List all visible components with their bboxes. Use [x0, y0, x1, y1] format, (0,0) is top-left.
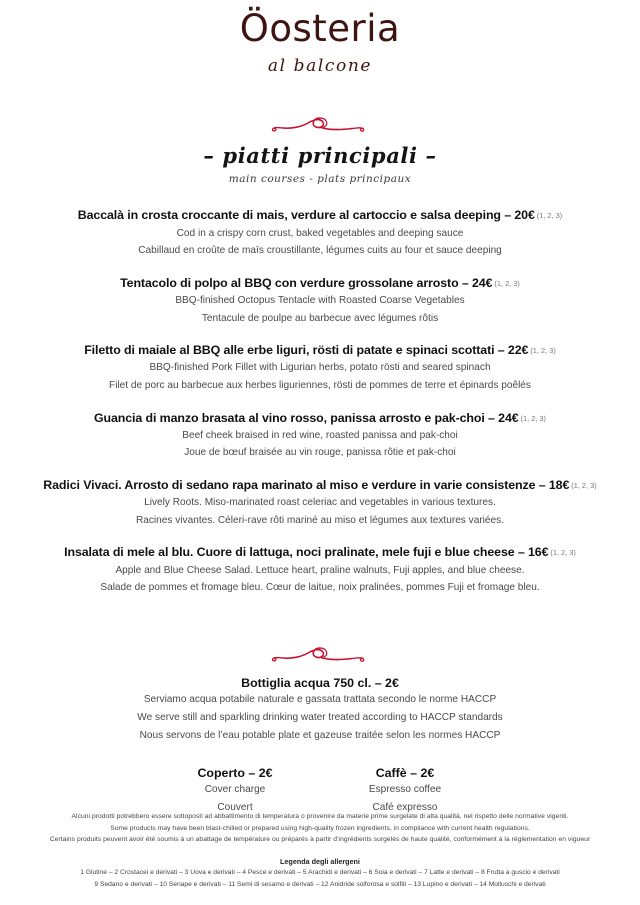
- dish-description-en: Lively Roots. Miso-marinated roast celeriac and vegetables in various textures.: [144, 497, 496, 509]
- extra-description-en: Cover charge: [204, 784, 266, 796]
- dish-description-en: BBQ-finished Pork Fillet with Ligurian herbs, potato rösti and seared spinach: [149, 362, 491, 374]
- dish-item: [0, 477, 640, 528]
- footer: [0, 811, 640, 891]
- dish-title: [0, 207, 640, 223]
- dish-list: [0, 207, 640, 595]
- restaurant-name: Öosteria: [239, 7, 401, 50]
- water-description-it: Serviamo acqua potabile naturale e gassata trattata secondo le norme HACCP: [143, 693, 497, 705]
- allergen-legend-line: 1 Glutine – 2 Crostacei e derivati – 3 Uova e derivati – 4 Pesce e derivati – 5 Arachidi e derivati – 6 Soia e derivati – 7 Latte e derivati – 8 Frutta a guscio e derivati: [80, 868, 560, 876]
- extra-title: Caffè – 2€: [375, 766, 435, 781]
- dish-description-fr: Filet de porc au barbecue aux herbes liguriennes, rösti de pommes de terre et épinards poêlés: [109, 380, 531, 392]
- extra-description-fr: Café expresso: [372, 801, 438, 813]
- dish-title: [0, 544, 640, 560]
- dish-description-fr: Salade de pommes et fromage bleu. Cœur de laitue, noix pralinées, pommes Fuji et fromage bleu.: [100, 582, 540, 594]
- extra-description-fr: Couvert: [217, 801, 253, 813]
- footer-note-it: Alcuni prodotti potrebbero essere sottoposti ad abbattimento di temperatura o provenire da materie prime surgelate di alta qualità, nel rispetto delle normative vigenti.: [71, 812, 569, 820]
- water-description-en: We serve still and sparkling drinking water treated according to HACCP standards: [137, 712, 503, 724]
- dish-title-text: Filetto di maiale al BBQ alle erbe liguri, rösti di patate e spinaci scottati – 22€: [84, 343, 529, 358]
- flourish-ornament-top: [0, 114, 640, 136]
- dish-title: [0, 477, 640, 493]
- dish-title-text: Radici Vivaci. Arrosto di sedano rapa marinato al miso e verdure in varie consistenze – 18€: [43, 478, 570, 493]
- extra-description-en: Espresso coffee: [368, 784, 442, 796]
- footer-note-fr: Certains produits peuvent avoir été soumis à un abattage de température ou préparés à partir d’ingrédients surgelés de haute qualité, conformément à la réglementation en vigueur: [49, 836, 591, 844]
- dish-item: [0, 544, 640, 595]
- flourish-ornament-bottom: [0, 644, 640, 666]
- dish-allergens: (1, 2, 3): [550, 548, 576, 558]
- section-heading: [0, 143, 640, 185]
- dish-description-en: Apple and Blue Cheese Salad. Lettuce heart, praline walnuts, Fuji apples, and blue cheese.: [115, 564, 525, 576]
- dish-allergens: (1, 2, 3): [520, 413, 547, 423]
- allergen-legend-title: Legenda degli allergeni: [280, 856, 360, 866]
- dish-title-text: Tentacolo di polpo al BBQ con verdure grossolane arrosto – 24€: [120, 275, 493, 290]
- dish-allergens: (1, 2, 3): [536, 211, 563, 221]
- extra-item-coperto: [150, 766, 320, 815]
- dish-description-en: Cod in a crispy corn crust, baked vegetables and deeping sauce: [176, 227, 464, 239]
- dish-description-en: Beef cheek braised in red wine, roasted panissa and pak-choi: [182, 429, 458, 441]
- dish-allergens: (1, 2, 3): [571, 481, 597, 491]
- water-title: Bottiglia acqua 750 cl. – 2€: [241, 675, 399, 690]
- brand-header: [0, 0, 640, 76]
- dish-description-fr: Cabillaud en croûte de maïs croustillante, légumes cuits au four et sauce deeping: [138, 245, 502, 257]
- extra-item-caffe: [320, 766, 490, 815]
- dish-item: [0, 342, 640, 393]
- dish-item: [0, 207, 640, 258]
- restaurant-tagline: al balcone: [267, 56, 373, 77]
- dish-description-fr: Tentacule de poulpe au barbecue avec légumes rôtis: [201, 312, 439, 324]
- dish-description-en: BBQ-finished Octopus Tentacle with Roasted Coarse Vegetables: [175, 294, 465, 306]
- water-description-fr: Nous servons de l’eau potable plate et gazeuse traitée selon les normes HACCP: [139, 730, 501, 742]
- dish-description-fr: Racines vivantes. Céleri-rave rôti mariné au miso et légumes aux textures variées.: [135, 514, 504, 526]
- dish-title: [0, 410, 640, 426]
- water-section: [0, 676, 640, 744]
- extras-section: [0, 766, 640, 815]
- dish-title-text: Guancia di manzo brasata al vino rosso, panissa arrosto e pak-choi – 24€: [93, 410, 519, 425]
- dish-title: [0, 275, 640, 291]
- dish-description-fr: Joue de bœuf braisée au vin rouge, panissa rôtie et pak-choi: [184, 447, 456, 459]
- allergen-legend-line: 9 Sedano e derivati – 10 Senape e derivati – 11 Semi di sesamo e derivati – 12 Anidride solforosa e solfiti – 13 Lupino e derivati – 14 Molluschi e derivati: [94, 881, 546, 889]
- footer-note-en: Some products may have been blast-chilled or prepared using high-quality frozen ingredients, in compliance with current health regulations.: [110, 824, 530, 832]
- section-title: – piatti principali –: [203, 143, 437, 169]
- dish-title-text: Insalata di mele al blu. Cuore di lattuga, noci pralinate, mele fuji e blue cheese – 16€: [64, 545, 549, 560]
- dish-allergens: (1, 2, 3): [530, 346, 556, 356]
- dish-allergens: (1, 2, 3): [494, 278, 520, 288]
- dish-item: [0, 275, 640, 326]
- extra-title: Coperto – 2€: [197, 766, 273, 781]
- section-subtitle: main courses - plats principaux: [228, 173, 412, 186]
- dish-item: [0, 410, 640, 461]
- dish-title: [0, 342, 640, 358]
- dish-title-text: Baccalà in crosta croccante di mais, verdure al cartoccio e salsa deeping – 20€: [77, 208, 535, 223]
